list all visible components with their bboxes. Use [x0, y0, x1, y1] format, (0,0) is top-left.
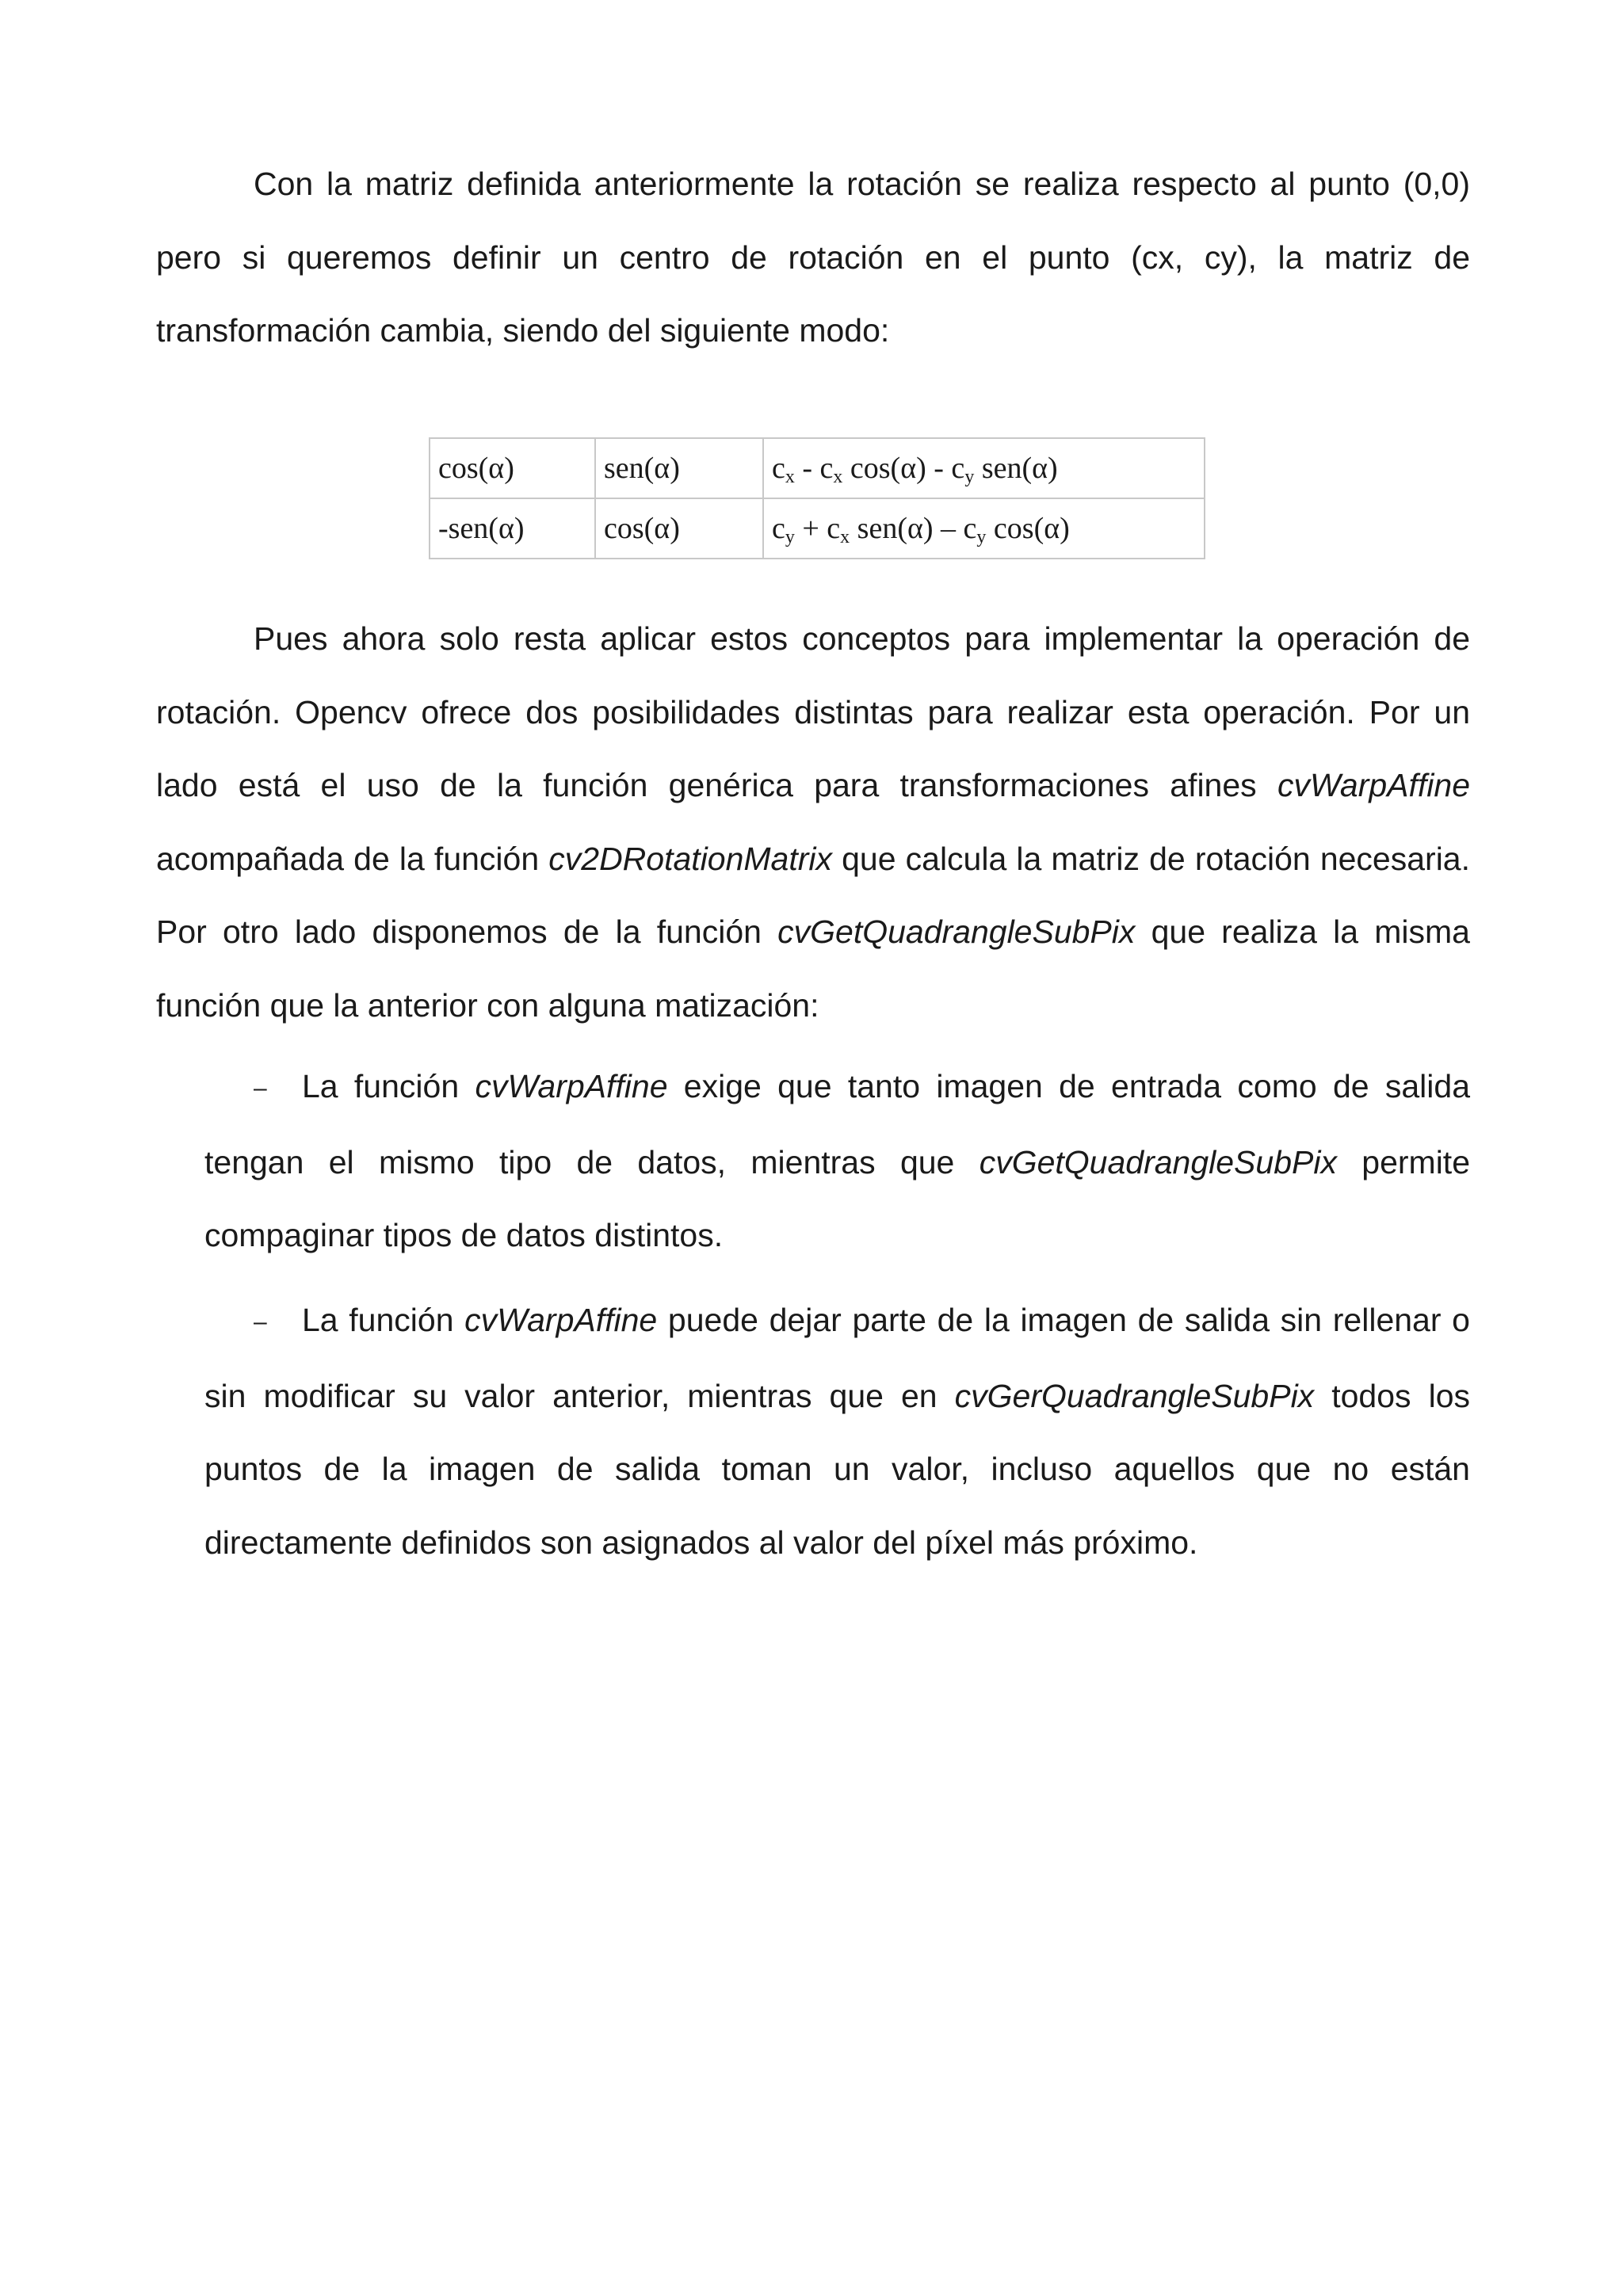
- formula-part: cos(α) - c: [842, 452, 965, 485]
- paragraph-rotation-center: [156, 147, 1470, 368]
- bullet-text: exige que tanto imagen de entrada como de salida tengan el mismo tipo de datos, mientras que: [204, 1068, 1470, 1180]
- function-name: cvWarpAffine: [1277, 767, 1470, 803]
- bullet-item-data-types: [204, 1050, 1470, 1272]
- formula-subscript: y: [785, 527, 795, 547]
- paragraph-text: acompañada de la función: [156, 840, 549, 877]
- paragraph-text: Con la matriz definida anteriormente la rotación se realiza respecto al punto (0,0) pero si queremos definir un centro de rotación en el punto (cx, cy), la matriz de transformación cambia, siendo del siguiente modo:: [156, 166, 1470, 349]
- bullet-text: puede dejar parte de la imagen de salida sin rellenar o sin modificar su valor anterior, mientras que en: [204, 1302, 1470, 1414]
- formula-part: c: [772, 452, 785, 485]
- function-name: cvGetQuadrangleSubPix: [777, 913, 1136, 950]
- matrix-cell-r1c2: sen(α): [595, 438, 763, 498]
- formula-part: cos(α): [986, 512, 1070, 545]
- matrix-row-2: [430, 498, 1205, 559]
- formula-part: sen(α) – c: [850, 512, 977, 545]
- bullet-text: La función: [302, 1068, 475, 1104]
- function-name: cvGerQuadrangleSubPix: [954, 1377, 1315, 1414]
- function-name: cv2DRotationMatrix: [548, 840, 832, 877]
- formula-part: sen(α): [974, 452, 1058, 485]
- formula-subscript: x: [840, 527, 850, 547]
- dash-glyph: –: [254, 1309, 267, 1335]
- dash-glyph: –: [254, 1075, 267, 1101]
- formula-subscript: y: [976, 527, 987, 547]
- matrix-cell-r2c1: -sen(α): [430, 498, 595, 559]
- formula-part: - c: [794, 452, 834, 485]
- dash-bullet-marker: [204, 1283, 302, 1360]
- bullet-item-output-fill: [204, 1283, 1470, 1579]
- paragraph-text: que calcula la matriz de rotación necesaria. Por otro lado disponemos de la función: [156, 840, 1470, 950]
- matrix-cell-r1c1: cos(α): [430, 438, 595, 498]
- formula-part: + c: [794, 512, 841, 545]
- matrix-cell-r2c3: [763, 498, 1205, 559]
- formula-subscript: y: [964, 467, 975, 487]
- paragraph-text: Pues ahora solo resta aplicar estos conceptos para implementar la operación de rotación. Opencv ofrece dos posibilidades distintas para realizar esta operación. Por un lado está el uso de la función genérica para transformaciones afines: [156, 620, 1470, 803]
- bullet-text: todos los puntos de la imagen de salida toman un valor, incluso aquellos que no están directamente definidos son asignados al valor del píxel más próximo.: [204, 1377, 1470, 1561]
- function-name: cvGetQuadrangleSubPix: [979, 1143, 1337, 1180]
- bullet-text: La función: [302, 1302, 465, 1338]
- function-name: cvWarpAffine: [475, 1068, 668, 1104]
- matrix-cell-r2c2: cos(α): [595, 498, 763, 559]
- paragraph-text: que realiza la misma función que la anterior con alguna matización:: [156, 913, 1470, 1024]
- formula-part: c: [772, 512, 785, 545]
- paragraph-opencv-options: [156, 602, 1470, 1042]
- dash-bullet-marker: [204, 1050, 302, 1126]
- function-name: cvWarpAffine: [464, 1302, 658, 1338]
- matrix-cell-r1c3: [763, 438, 1205, 498]
- transformation-matrix-table: [429, 437, 1205, 559]
- formula-subscript: x: [785, 467, 795, 487]
- formula-subscript: x: [833, 467, 843, 487]
- matrix-row-1: [430, 438, 1205, 498]
- bullet-text: permite compaginar tipos de datos distintos.: [204, 1143, 1470, 1253]
